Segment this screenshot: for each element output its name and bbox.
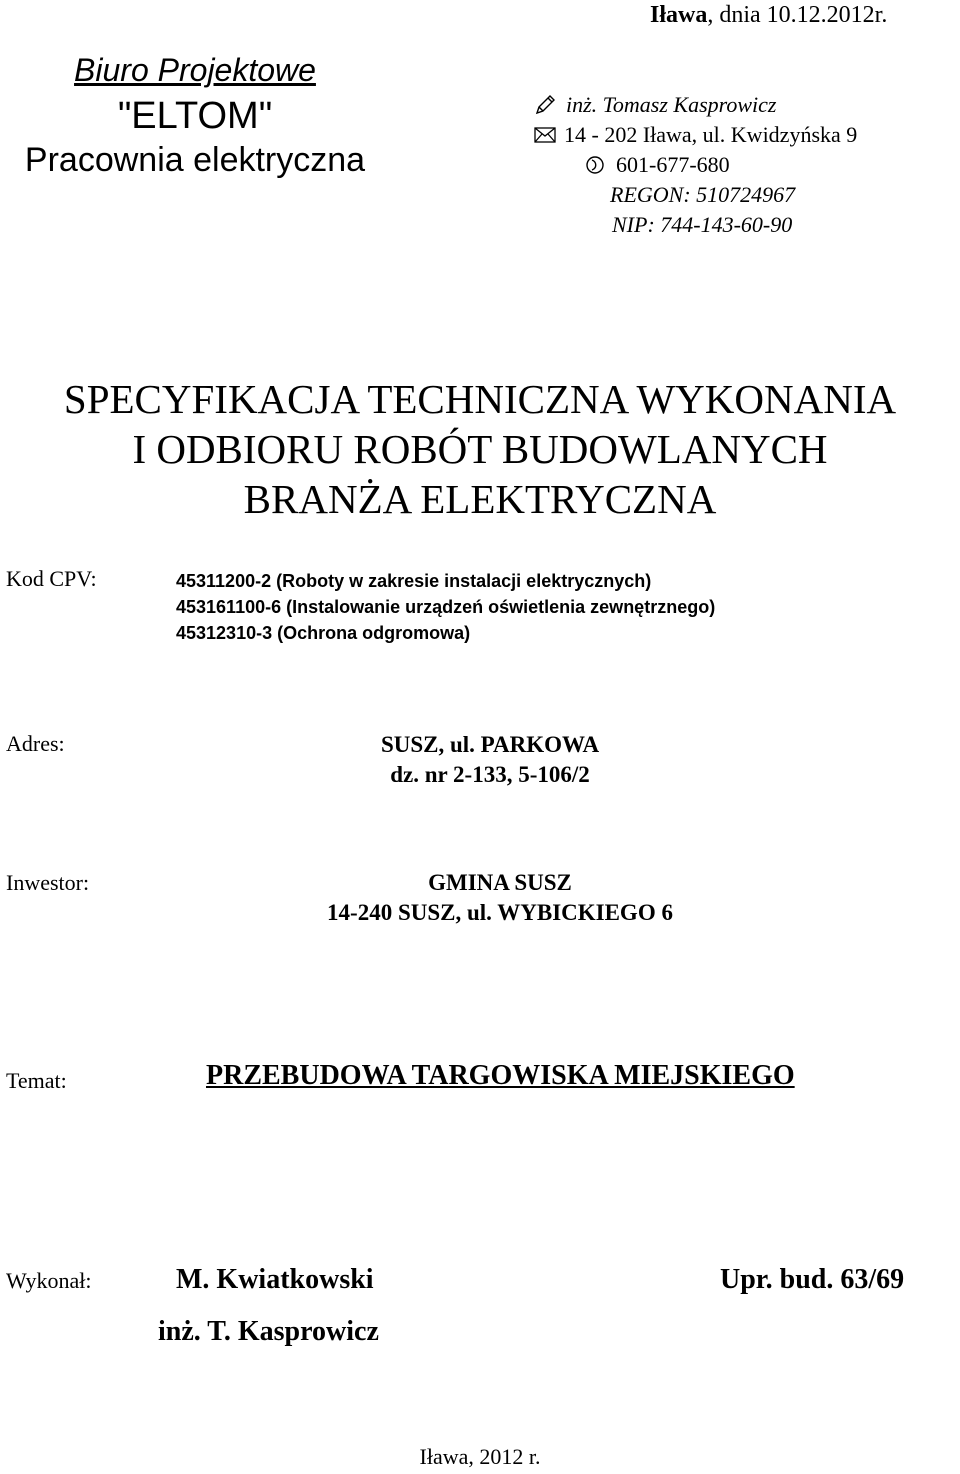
cpv-label: Kod CPV: bbox=[6, 566, 97, 591]
investor-line1: GMINA SUSZ bbox=[428, 870, 572, 895]
title-line1: SPECYFIKACJA TECHNICZNA WYKONANIA bbox=[63, 376, 897, 422]
cpv-codes bbox=[176, 568, 715, 646]
phone-icon bbox=[580, 155, 610, 175]
pencil-icon bbox=[530, 94, 560, 116]
document-title bbox=[0, 374, 960, 524]
author-name-2: inż. T. Kasprowicz bbox=[158, 1316, 379, 1347]
subject-label: Temat: bbox=[6, 1068, 67, 1093]
document-date bbox=[650, 2, 887, 29]
investor-value bbox=[240, 868, 760, 928]
firm-name-line3: Pracownia elektryczna bbox=[24, 141, 366, 179]
contact-phone: 601-677-680 bbox=[616, 152, 730, 177]
cpv-code: 45312310-3 (Ochrona odgromowa) bbox=[176, 623, 471, 643]
contact-address: 14 - 202 Iława, ul. Kwidzyńska 9 bbox=[564, 122, 858, 147]
date-text: , dnia 10.12.2012r. bbox=[707, 2, 888, 28]
author-permit: Upr. bud. 63/69 bbox=[720, 1264, 905, 1295]
contact-block bbox=[530, 90, 857, 240]
contact-regon: REGON: 510724967 bbox=[610, 182, 796, 207]
contact-name-row bbox=[530, 90, 857, 120]
author-name-1: M. Kwiatkowski bbox=[176, 1264, 374, 1295]
title-line2: I ODBIORU ROBÓT BUDOWLANYCH bbox=[132, 426, 828, 472]
title-line3: BRANŻA ELEKTRYCZNA bbox=[243, 476, 717, 522]
firm-block bbox=[0, 50, 390, 180]
footer-place-date: Iława, 2012 r. bbox=[419, 1444, 541, 1469]
subject-value: PRZEBUDOWA TARGOWISKA MIEJSKIEGO bbox=[206, 1060, 795, 1091]
cpv-code: 45311200-2 (Roboty w zakresie instalacji elektrycznych) bbox=[176, 571, 652, 591]
address-label: Adres: bbox=[6, 731, 65, 756]
contact-phone-row bbox=[530, 150, 857, 180]
date-city: Iława bbox=[650, 2, 708, 28]
contact-nip: NIP: 744-143-60-90 bbox=[612, 212, 793, 237]
address-line1: SUSZ, ul. PARKOWA bbox=[380, 732, 600, 757]
investor-line2: 14-240 SUSZ, ul. WYBICKIEGO 6 bbox=[327, 900, 673, 925]
contact-name: inż. Tomasz Kasprowicz bbox=[566, 92, 777, 117]
author-label: Wykonał: bbox=[6, 1268, 92, 1293]
contact-address-row bbox=[530, 120, 857, 150]
address-line2: dz. nr 2-133, 5-106/2 bbox=[390, 762, 590, 787]
cpv-code: 453161100-6 (Instalowanie urządzeń oświetlenia zewnętrznego) bbox=[176, 597, 716, 617]
envelope-icon bbox=[530, 127, 560, 143]
address-value bbox=[310, 730, 670, 790]
firm-name-line2: "ELTOM" bbox=[117, 95, 273, 137]
investor-label: Inwestor: bbox=[6, 870, 90, 895]
firm-name-line1: Biuro Projektowe bbox=[74, 52, 316, 88]
